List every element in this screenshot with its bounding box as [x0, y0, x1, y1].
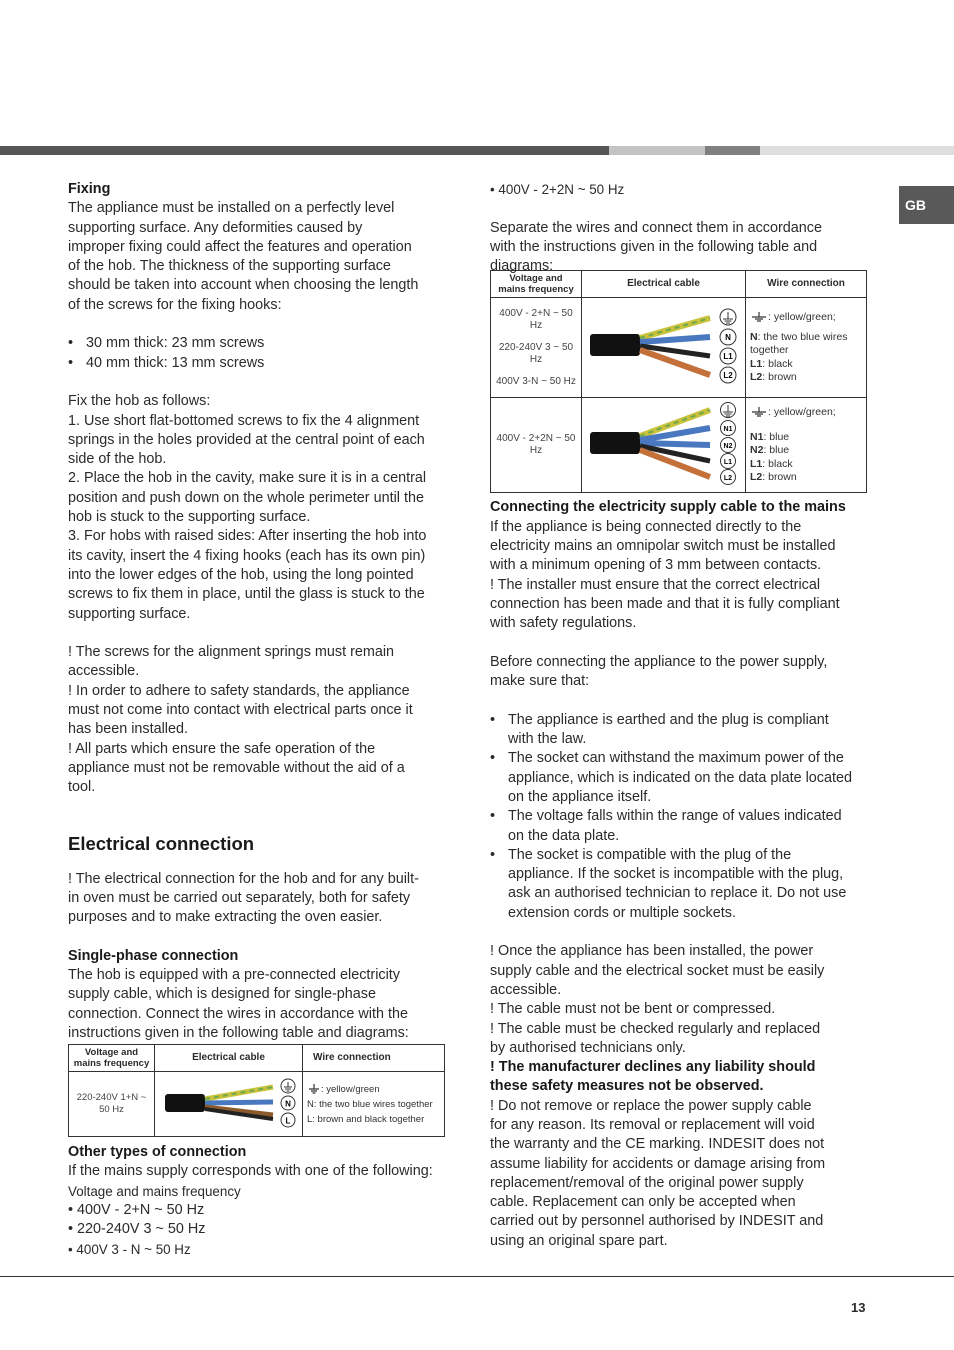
col-header: Voltage and mains frequency	[69, 1045, 155, 1072]
other-item: • 400V - 2+N ~ 50 Hz	[68, 1202, 205, 1219]
wire-text: : the two blue wires together	[750, 330, 848, 357]
cable-wires-image	[582, 398, 746, 488]
after-line: ! The cable must not be bent or compressed.	[490, 1001, 776, 1018]
other-intro: If the mains supply corresponds with one of the following:	[68, 1163, 433, 1180]
list-item: • 40 mm thick: 13 mm screws	[68, 354, 448, 373]
fixing-line: supporting surface. Any deformities caused by	[68, 219, 363, 236]
liability-line: these safety measures not be observed.	[490, 1078, 764, 1095]
wire-text: L: brown and black together	[307, 1113, 425, 1125]
wire-label: L2	[750, 471, 763, 484]
fixing-line: should be taken into account when choosing the length	[68, 277, 419, 294]
mains-line: with safety regulations.	[490, 615, 637, 632]
mains-heading: Connecting the electricity supply cable to the mains	[490, 499, 846, 516]
final-line: ! Do not remove or replace the power supply cable	[490, 1097, 812, 1114]
cable-wires-image	[582, 298, 746, 393]
freq-value: 400V - 2+N ~ 50 Hz	[499, 307, 573, 331]
single-line: supply cable, which is designed for single-phase	[68, 986, 376, 1003]
checks-list	[490, 711, 870, 923]
cable-wires-image	[155, 1072, 303, 1132]
mains-line: electricity mains an omnipolar switch must be installed	[490, 538, 836, 555]
other-heading: Other types of connection	[68, 1144, 247, 1161]
other-item: • 400V 3 - N ~ 50 Hz	[68, 1241, 191, 1257]
warning-line: has been installed.	[68, 721, 189, 738]
wire-text: N: the two blue wires together	[307, 1098, 433, 1110]
fixing-heading: Fixing	[68, 181, 111, 197]
other-value: 400V - 2+N ~ 50 Hz	[77, 1202, 205, 1219]
page-number: 13	[851, 1300, 866, 1315]
other-item: • 220-240V 3 ~ 50 Hz	[68, 1221, 206, 1238]
stripe-mid	[705, 146, 760, 155]
terminal-label: L1	[723, 459, 733, 467]
single-phase-table	[68, 1044, 445, 1137]
fixing-line: of the screws for the fixing hooks:	[68, 296, 282, 313]
earth-icon	[307, 1083, 321, 1095]
other-value: 400V 3 - N ~ 50 Hz	[76, 1241, 191, 1257]
separate-line: with the instructions given in the following table and	[490, 238, 818, 255]
top-item-value: 400V - 2+2N ~ 50 Hz	[498, 182, 625, 197]
freq-value: 400V 3-N ~ 50 Hz	[496, 375, 576, 387]
top-item: • 400V - 2+2N ~ 50 Hz	[490, 182, 625, 197]
list-item: • 30 mm thick: 23 mm screws	[68, 334, 448, 353]
wire-connection-cell	[303, 1072, 445, 1137]
wire-connection-cell	[746, 298, 867, 398]
after-line: supply cable and the electrical socket must be easily	[490, 962, 825, 979]
final-line: the warranty and the CE marking. INDESIT does not	[490, 1136, 825, 1153]
three-phase-table	[490, 270, 867, 493]
wire-text: : black	[762, 357, 793, 370]
wire-label: L2	[750, 371, 763, 384]
earth-icon	[750, 406, 768, 418]
single-line: The hob is equipped with a pre-connected electricity	[68, 966, 400, 983]
cable-diagram	[582, 398, 746, 493]
wire-text: : yellow/green	[321, 1083, 380, 1095]
list-item: • The voltage falls within the range of values indicated on the data plate.	[490, 807, 870, 846]
final-line: cable. Replacement can only be accepted when	[490, 1194, 796, 1211]
wire-label: N1	[750, 430, 764, 443]
mains-line: connection has been made and that it is fully compliant	[490, 595, 840, 612]
terminal-label: L2	[723, 371, 733, 381]
terminal-label: L1	[723, 352, 733, 362]
liability-line: ! The manufacturer declines any liability should	[490, 1059, 816, 1076]
wire-text: : blue	[763, 444, 790, 457]
step-line: springs in the holes provided at the central point of each	[68, 431, 425, 448]
terminal-label: N2	[723, 443, 733, 451]
header-stripe	[0, 146, 954, 155]
after-line: ! The cable must be checked regularly and replaced	[490, 1020, 821, 1037]
before-line: make sure that:	[490, 673, 590, 690]
fix-intro: Fix the hob as follows:	[68, 393, 211, 410]
col-header: Electrical cable	[155, 1045, 303, 1072]
wire-text: : blue	[763, 430, 790, 443]
step-line: its cavity, insert the 4 fixing hooks (each has its own pin)	[68, 547, 426, 564]
terminal-label: N	[285, 1099, 291, 1109]
after-line: ! Once the appliance has been installed, the power	[490, 943, 814, 960]
wire-label: L1	[750, 457, 763, 470]
separate-line: Separate the wires and connect them in accordance	[490, 219, 822, 236]
final-line: assume liability for accidents or damage arising from	[490, 1155, 826, 1172]
wire-text: : brown	[762, 371, 797, 384]
terminal-label: N	[725, 333, 731, 343]
separate-line: diagrams:	[490, 258, 554, 275]
warning-line: must not come into contact with electrical parts once it	[68, 702, 413, 719]
other-value: 220-240V 3 ~ 50 Hz	[77, 1221, 206, 1238]
wire-label: N	[750, 330, 758, 343]
mains-line: If the appliance is being connected directly to the	[490, 518, 802, 535]
other-sub: Voltage and mains frequency	[68, 1183, 241, 1199]
col-header: Wire connection	[303, 1045, 445, 1072]
single-phase-heading: Single-phase connection	[68, 947, 239, 964]
terminal-label: L2	[723, 475, 733, 483]
cable-diagram	[155, 1072, 303, 1137]
mains-line: ! The installer must ensure that the correct electrical	[490, 576, 821, 593]
terminal-label: L	[285, 1116, 291, 1126]
warning-line: ! The screws for the alignment springs must remain	[68, 644, 395, 661]
before-line: Before connecting the appliance to the power supply,	[490, 653, 828, 670]
list-item: • The socket is compatible with the plug of the appliance. If the socket is incompatible with the plug, ask an authorised technician to replace it. Do not use extension cords or multiple sockets.	[490, 846, 870, 923]
stripe-light	[609, 146, 705, 155]
screw-list	[68, 334, 448, 373]
final-line: carried out by personnel authorised by INDESIT and	[490, 1213, 824, 1230]
freq-cell: 400V - 2+2N ~ 50 Hz	[491, 398, 582, 493]
fixing-line: The appliance must be installed on a perfectly level	[68, 200, 395, 217]
left-column	[68, 180, 448, 1259]
col-header: Electrical cable	[582, 271, 746, 298]
list-item: • The appliance is earthed and the plug is compliant with the law.	[490, 711, 870, 750]
cable-diagram	[582, 298, 746, 398]
fixing-line: of the hob. The thickness of the supporting surface	[68, 258, 391, 275]
final-line: using an original spare part.	[490, 1232, 668, 1249]
final-line: for any reason. Its removal or replacement will void	[490, 1116, 815, 1133]
wire-text: : brown	[762, 471, 797, 484]
step-line: position and push down on the whole perimeter until the	[68, 489, 424, 506]
warning-line: accessible.	[68, 663, 140, 680]
warning-line: tool.	[68, 779, 96, 796]
after-line: accessible.	[490, 981, 562, 998]
step-line: 2. Place the hob in the cavity, make sure it is in a central	[68, 470, 427, 487]
stripe-pale	[760, 146, 954, 155]
freq-cell	[491, 298, 582, 398]
mains-line: with a minimum opening of 3 mm between contacts.	[490, 557, 822, 574]
step-line: 3. For hobs with raised sides: After inserting the hob into	[68, 528, 427, 545]
after-line: by authorised technicians only.	[490, 1039, 686, 1056]
elec-note-line: ! The electrical connection for the hob and for any built-	[68, 870, 419, 887]
stripe-dark	[0, 146, 609, 155]
electrical-heading: Electrical connection	[68, 832, 255, 854]
elec-note-line: in oven must be carried out separately, both for safety	[68, 889, 411, 906]
step-line: into the lower edges of the hob, using the long pointed	[68, 566, 414, 583]
earth-icon	[750, 311, 768, 323]
col-header: Voltage and mains frequency	[491, 271, 582, 298]
step-line: hob is stuck to the supporting surface.	[68, 509, 311, 526]
wire-text: : yellow/green;	[768, 311, 836, 324]
wire-connection-cell	[746, 398, 867, 493]
step-line: supporting surface.	[68, 605, 191, 622]
warning-line: ! In order to adhere to safety standards, the appliance	[68, 682, 410, 699]
step-line: side of the hob.	[68, 451, 167, 468]
wire-text: : black	[762, 457, 793, 470]
fixing-line: improper fixing could affect the features and operation	[68, 238, 412, 255]
col-header: Wire connection	[746, 271, 867, 298]
wire-label: N2	[750, 444, 764, 457]
wire-label: L1	[750, 357, 763, 370]
language-tab: GB	[899, 186, 954, 224]
freq-value: 220-240V 3 ~ 50 Hz	[498, 341, 574, 365]
step-line: screws to fix them in place, until the glass is stuck to the	[68, 586, 425, 603]
elec-note-line: purposes and to make extracting the oven easier.	[68, 909, 383, 926]
terminal-label: N1	[723, 426, 733, 434]
step-line: 1. Use short flat-bottomed screws to fix the 4 alignment	[68, 412, 420, 429]
freq-cell: 220-240V 1+N ~ 50 Hz	[69, 1072, 155, 1137]
warning-line: appliance must not be removable without the aid of a	[68, 759, 405, 776]
warning-line: ! All parts which ensure the safe operation of the	[68, 740, 376, 757]
final-line: replacement/removal of the original power supply	[490, 1174, 804, 1191]
single-line: instructions given in the following table and diagrams:	[68, 1024, 409, 1041]
footer-rule	[0, 1276, 954, 1277]
right-column	[490, 180, 870, 1251]
list-item: • The socket can withstand the maximum power of the appliance, which is indicated on the data plate located on the appliance itself.	[490, 749, 870, 807]
single-line: connection. Connect the wires in accordance with the	[68, 1005, 408, 1022]
wire-text: : yellow/green;	[768, 406, 836, 419]
